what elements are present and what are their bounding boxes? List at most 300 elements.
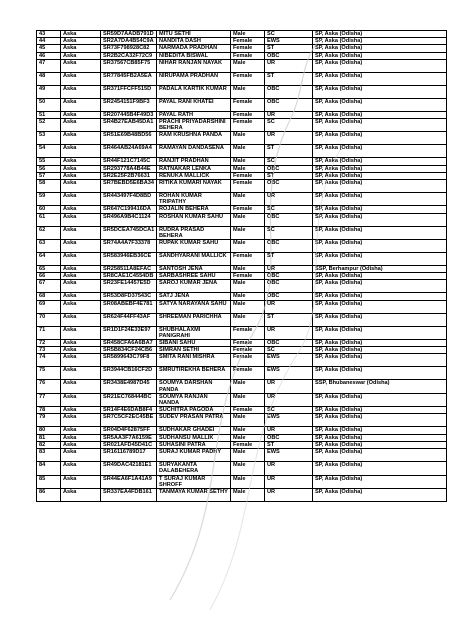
gender-cell: Male [231, 85, 265, 98]
table-row [37, 31, 447, 38]
registration-cell: SR53D8FD37543C [101, 293, 157, 300]
registration-cell: SR49DAC42181E1 [101, 462, 157, 475]
block-cell: Aska [61, 240, 101, 253]
name-cell: NANDITA DASH [157, 38, 231, 45]
sl-cell: 51 [37, 111, 61, 118]
table-row [37, 213, 447, 226]
registration-cell: SR496A9B4C1124 [101, 213, 157, 226]
sl-cell: 46 [37, 52, 61, 59]
post-cell: SP, Aska (Odisha) [313, 240, 447, 253]
gender-cell: Female [231, 45, 265, 52]
name-cell: NIBEDITA BISWAL [157, 52, 231, 59]
gender-cell: Male [231, 449, 265, 462]
registration-cell: SR021AFD45D41C [101, 441, 157, 448]
table-row [37, 462, 447, 475]
table-row [37, 180, 447, 193]
category-cell: UR [265, 111, 313, 118]
table-row [37, 427, 447, 434]
post-cell: SP, Aska (Odisha) [313, 193, 447, 206]
sl-cell: 65 [37, 266, 61, 273]
gender-cell: Female [231, 72, 265, 85]
name-cell: RUPAK KUMAR SAHU [157, 240, 231, 253]
name-cell: SIBANI SAHU [157, 340, 231, 347]
registration-cell: SR73F798928C82 [101, 45, 157, 52]
post-cell: SP, Aska (Odisha) [313, 488, 447, 501]
sl-cell: 68 [37, 293, 61, 300]
name-cell: SAROJ KUMAR JENA [157, 280, 231, 293]
name-cell: SMITA RANI MISHRA [157, 354, 231, 367]
sl-cell: 49 [37, 85, 61, 98]
registration-cell: SR443497F4D8BD [101, 193, 157, 206]
name-cell: NARMADA PRADHAN [157, 45, 231, 52]
block-cell: Aska [61, 475, 101, 488]
category-cell: UR [265, 326, 313, 339]
sl-cell: 44 [37, 38, 61, 45]
name-cell: SHREEMAN PARICHHA [157, 313, 231, 326]
gender-cell: Male [231, 300, 265, 313]
post-cell: SP, Aska (Odisha) [313, 132, 447, 145]
post-cell: SSP, Berhampur (Odisha) [313, 266, 447, 273]
post-cell: SP, Aska (Odisha) [313, 326, 447, 339]
block-cell: Aska [61, 226, 101, 239]
gender-cell: Female [231, 119, 265, 132]
post-cell: SP, Aska (Odisha) [313, 85, 447, 98]
table-row [37, 380, 447, 393]
gender-cell: Female [231, 111, 265, 118]
category-cell: ST [265, 253, 313, 266]
gender-cell: Female [231, 38, 265, 45]
category-cell: OBC [265, 98, 313, 111]
registration-cell: SR371FFCFF515D [101, 85, 157, 98]
sl-cell: 61 [37, 213, 61, 226]
category-cell: UR [265, 393, 313, 406]
gender-cell: Female [231, 326, 265, 339]
table-row [37, 340, 447, 347]
sl-cell: 80 [37, 427, 61, 434]
post-cell: SP, Aska (Odisha) [313, 434, 447, 441]
category-cell: EWS [265, 38, 313, 45]
category-cell: EWS [265, 449, 313, 462]
table-row [37, 347, 447, 354]
category-cell: UR [265, 266, 313, 273]
post-cell: SP, Aska (Odisha) [313, 72, 447, 85]
table-row [37, 441, 447, 448]
post-cell: SP, Aska (Odisha) [313, 111, 447, 118]
post-cell: SP, Aska (Odisha) [313, 172, 447, 179]
name-cell: RAMAYAN DANDASENA [157, 145, 231, 158]
registration-cell: SR5AA3F7A6159E [101, 434, 157, 441]
sl-cell: 54 [37, 145, 61, 158]
sl-cell: 52 [37, 119, 61, 132]
gender-cell: Male [231, 393, 265, 406]
block-cell: Aska [61, 449, 101, 462]
sl-cell: 57 [37, 172, 61, 179]
block-cell: Aska [61, 340, 101, 347]
category-cell: SC [265, 158, 313, 165]
table-row [37, 300, 447, 313]
sl-cell: 47 [37, 59, 61, 72]
table-row [37, 273, 447, 280]
sl-cell: 66 [37, 273, 61, 280]
table-row [37, 38, 447, 45]
category-cell: UR [265, 462, 313, 475]
results-sheet [36, 30, 446, 502]
category-cell: SC [265, 119, 313, 132]
sl-cell: 78 [37, 407, 61, 414]
sl-cell: 83 [37, 449, 61, 462]
gender-cell: Female [231, 206, 265, 213]
block-cell: Aska [61, 293, 101, 300]
category-cell: EWS [265, 367, 313, 380]
category-cell: SC [265, 347, 313, 354]
sl-cell: 70 [37, 313, 61, 326]
block-cell: Aska [61, 206, 101, 213]
name-cell: SATJ JENA [157, 293, 231, 300]
gender-cell: Male [231, 293, 265, 300]
block-cell: Aska [61, 193, 101, 206]
sl-cell: 74 [37, 354, 61, 367]
registration-cell: SR207445B4F49D3 [101, 111, 157, 118]
gender-cell: Female [231, 253, 265, 266]
post-cell: SP, Aska (Odisha) [313, 449, 447, 462]
table-row [37, 145, 447, 158]
table-row [37, 253, 447, 266]
block-cell: Aska [61, 273, 101, 280]
table-row [37, 226, 447, 239]
category-cell: OBC [265, 273, 313, 280]
sl-cell: 56 [37, 165, 61, 172]
registration-cell: SR04D4F62875FF [101, 427, 157, 434]
registration-cell: SR464AB24A69A4 [101, 145, 157, 158]
candidate-table [36, 30, 447, 502]
name-cell: SANDHYARANI MALLICK [157, 253, 231, 266]
table-row [37, 172, 447, 179]
registration-cell: SR258511A8EFAC [101, 266, 157, 273]
category-cell: EWS [265, 414, 313, 427]
category-cell: SC [265, 226, 313, 239]
block-cell: Aska [61, 213, 101, 226]
post-cell: SP, Aska (Odisha) [313, 414, 447, 427]
sl-cell: 79 [37, 414, 61, 427]
sl-cell: 50 [37, 98, 61, 111]
gender-cell: Female [231, 98, 265, 111]
post-cell: SP, Aska (Odisha) [313, 407, 447, 414]
gender-cell: Male [231, 240, 265, 253]
name-cell: ROSHAN KUMAR SAHU [157, 213, 231, 226]
block-cell: Aska [61, 266, 101, 273]
registration-cell: SR5DCEA745DCA1 [101, 226, 157, 239]
category-cell: UR [265, 380, 313, 393]
gender-cell: Male [231, 427, 265, 434]
name-cell: NIHAR RANJAN NAYAK [157, 59, 231, 72]
block-cell: Aska [61, 158, 101, 165]
table-row [37, 449, 447, 462]
sl-cell: 76 [37, 380, 61, 393]
block-cell: Aska [61, 98, 101, 111]
post-cell: SP, Aska (Odisha) [313, 226, 447, 239]
name-cell: SOUMYA DARSHAN PANDA [157, 380, 231, 393]
registration-cell: SR7C5CF2EC45BE [101, 414, 157, 427]
table-row [37, 119, 447, 132]
category-cell: OBC [265, 180, 313, 193]
post-cell: SP, Aska (Odisha) [313, 354, 447, 367]
name-cell: SUDHAKAR GHADEI [157, 427, 231, 434]
sl-cell: 43 [37, 31, 61, 38]
name-cell: RANJIT PRADHAN [157, 158, 231, 165]
registration-cell: SR2454151F9BF3 [101, 98, 157, 111]
block-cell: Aska [61, 72, 101, 85]
table-row [37, 280, 447, 293]
block-cell: Aska [61, 253, 101, 266]
post-cell: SP, Aska (Odisha) [313, 206, 447, 213]
block-cell: Aska [61, 427, 101, 434]
registration-cell: SR5B834CF24CB6 [101, 347, 157, 354]
category-cell: SC [265, 206, 313, 213]
name-cell: SOUMYA RANJAN NANDA [157, 393, 231, 406]
sl-cell: 55 [37, 158, 61, 165]
block-cell: Aska [61, 441, 101, 448]
gender-cell: Male [231, 475, 265, 488]
gender-cell: Male [231, 434, 265, 441]
post-cell: SP, Aska (Odisha) [313, 441, 447, 448]
name-cell: RUDRA PRASAD BEHERA [157, 226, 231, 239]
post-cell: SP, Aska (Odisha) [313, 300, 447, 313]
category-cell: OBC [265, 340, 313, 347]
gender-cell: Female [231, 180, 265, 193]
gender-cell: Male [231, 193, 265, 206]
category-cell: UR [265, 193, 313, 206]
table-row [37, 266, 447, 273]
name-cell: PAYAL RATH [157, 111, 231, 118]
registration-cell: SR51E69B48BD56 [101, 132, 157, 145]
sl-cell: 85 [37, 475, 61, 488]
sl-cell: 75 [37, 367, 61, 380]
category-cell: UR [265, 59, 313, 72]
block-cell: Aska [61, 38, 101, 45]
category-cell: SC [265, 31, 313, 38]
candidate-rows [37, 31, 447, 502]
gender-cell: Female [231, 340, 265, 347]
name-cell: PRACHI PRIYADARSHINI BEHERA [157, 119, 231, 132]
name-cell: RATNAKAR LENKA [157, 165, 231, 172]
name-cell: PADALA KARTIK KUMAR [157, 85, 231, 98]
post-cell: SP, Aska (Odisha) [313, 253, 447, 266]
category-cell: OBC [265, 52, 313, 59]
gender-cell: Male [231, 213, 265, 226]
gender-cell: Male [231, 31, 265, 38]
post-cell: SP, Aska (Odisha) [313, 165, 447, 172]
block-cell: Aska [61, 145, 101, 158]
name-cell: SUHASINI PATRA [157, 441, 231, 448]
table-row [37, 132, 447, 145]
gender-cell: Male [231, 488, 265, 501]
block-cell: Aska [61, 300, 101, 313]
registration-cell: SR624F44FF43AF [101, 313, 157, 326]
category-cell: EWS [265, 354, 313, 367]
block-cell: Aska [61, 180, 101, 193]
sl-cell: 59 [37, 193, 61, 206]
table-row [37, 407, 447, 414]
post-cell: SP, Aska (Odisha) [313, 158, 447, 165]
category-cell: ST [265, 172, 313, 179]
gender-cell: Female [231, 354, 265, 367]
category-cell: ST [265, 145, 313, 158]
registration-cell: SR2B2CA32F72C9 [101, 52, 157, 59]
name-cell: SARBASHREE SAHU [157, 273, 231, 280]
registration-cell: SR3944CB16CF2D [101, 367, 157, 380]
table-row [37, 111, 447, 118]
registration-cell: SR23FE14457E5D [101, 280, 157, 293]
gender-cell: Female [231, 172, 265, 179]
sl-cell: 86 [37, 488, 61, 501]
block-cell: Aska [61, 462, 101, 475]
category-cell: UR [265, 132, 313, 145]
sl-cell: 82 [37, 441, 61, 448]
table-row [37, 72, 447, 85]
category-cell: OBC [265, 213, 313, 226]
table-row [37, 165, 447, 172]
sl-cell: 63 [37, 240, 61, 253]
block-cell: Aska [61, 354, 101, 367]
name-cell: SURAJ KUMAR PADHY [157, 449, 231, 462]
gender-cell: Male [231, 380, 265, 393]
block-cell: Aska [61, 31, 101, 38]
gender-cell: Female [231, 273, 265, 280]
registration-cell: SR1D1F24E33E97 [101, 326, 157, 339]
gender-cell: Male [231, 145, 265, 158]
registration-cell: SR337EA4FDB161 [101, 488, 157, 501]
post-cell: SP, Aska (Odisha) [313, 52, 447, 59]
sl-cell: 69 [37, 300, 61, 313]
table-row [37, 158, 447, 165]
name-cell: SMRUTIREKHA BEHERA [157, 367, 231, 380]
gender-cell: Male [231, 226, 265, 239]
name-cell: SURYAKANTA DALABEHERA [157, 462, 231, 475]
block-cell: Aska [61, 326, 101, 339]
name-cell: SATYA NARAYANA SAHU [157, 300, 231, 313]
registration-cell: SR14F4E6DAB8F4 [101, 407, 157, 414]
gender-cell: Male [231, 280, 265, 293]
name-cell: RAM KRUSHNA PANDA [157, 132, 231, 145]
post-cell: SP, Aska (Odisha) [313, 98, 447, 111]
name-cell: RITIKA KUMARI NAYAK [157, 180, 231, 193]
registration-cell: SR77845FB2A5EA [101, 72, 157, 85]
post-cell: SP, Aska (Odisha) [313, 427, 447, 434]
name-cell: SUDEV PRASAN PATRA [157, 414, 231, 427]
registration-cell: SR293778A4B44E [101, 165, 157, 172]
table-row [37, 313, 447, 326]
sl-cell: 71 [37, 326, 61, 339]
gender-cell: Male [231, 313, 265, 326]
sl-cell: 60 [37, 206, 61, 213]
block-cell: Aska [61, 488, 101, 501]
post-cell: SP, Aska (Odisha) [313, 38, 447, 45]
sl-cell: 48 [37, 72, 61, 85]
table-row [37, 367, 447, 380]
sl-cell: 77 [37, 393, 61, 406]
gender-cell: Male [231, 59, 265, 72]
table-row [37, 488, 447, 501]
registration-cell: SR647C199416DA [101, 206, 157, 213]
block-cell: Aska [61, 380, 101, 393]
table-row [37, 45, 447, 52]
post-cell: SSP, Bhubaneswar (Odisha) [313, 380, 447, 393]
name-cell: SUCHITRA PAGODA [157, 407, 231, 414]
post-cell: SP, Aska (Odisha) [313, 59, 447, 72]
table-row [37, 52, 447, 59]
registration-cell: SR5899643C79F8 [101, 354, 157, 367]
name-cell: RENUKA MALLICK [157, 172, 231, 179]
registration-cell: SR4B27EAB45DA1 [101, 119, 157, 132]
gender-cell: Male [231, 266, 265, 273]
block-cell: Aska [61, 111, 101, 118]
gender-cell: Female [231, 347, 265, 354]
gender-cell: Female [231, 367, 265, 380]
gender-cell: Female [231, 407, 265, 414]
registration-cell: SR2A7DA4B54C9A [101, 38, 157, 45]
table-row [37, 240, 447, 253]
block-cell: Aska [61, 347, 101, 354]
category-cell: UR [265, 475, 313, 488]
category-cell: OBC [265, 165, 313, 172]
registration-cell: SR21EC768444BC [101, 393, 157, 406]
block-cell: Aska [61, 165, 101, 172]
name-cell: SIMRAN SETHI [157, 347, 231, 354]
name-cell: SUDHANSU MALLIK [157, 434, 231, 441]
category-cell: UR [265, 427, 313, 434]
gender-cell: Male [231, 462, 265, 475]
registration-cell: SR7BEBD5E6BA34 [101, 180, 157, 193]
category-cell: ST [265, 441, 313, 448]
block-cell: Aska [61, 85, 101, 98]
block-cell: Aska [61, 367, 101, 380]
category-cell: UR [265, 300, 313, 313]
post-cell: SP, Aska (Odisha) [313, 475, 447, 488]
gender-cell: Male [231, 132, 265, 145]
table-row [37, 354, 447, 367]
block-cell: Aska [61, 45, 101, 52]
sl-cell: 45 [37, 45, 61, 52]
sl-cell: 73 [37, 347, 61, 354]
post-cell: SP, Aska (Odisha) [313, 347, 447, 354]
post-cell: SP, Aska (Odisha) [313, 280, 447, 293]
name-cell: SHUBHALAXMI PANIGRAHI [157, 326, 231, 339]
name-cell: ROJALIN BEHERA [157, 206, 231, 213]
post-cell: SP, Aska (Odisha) [313, 180, 447, 193]
post-cell: SP, Aska (Odisha) [313, 119, 447, 132]
sl-cell: 64 [37, 253, 61, 266]
table-row [37, 475, 447, 488]
post-cell: SP, Aska (Odisha) [313, 313, 447, 326]
block-cell: Aska [61, 393, 101, 406]
name-cell: TANMAYA KUMAR SETHY [157, 488, 231, 501]
table-row [37, 206, 447, 213]
table-row [37, 193, 447, 206]
table-row [37, 85, 447, 98]
gender-cell: Male [231, 414, 265, 427]
category-cell: ST [265, 313, 313, 326]
block-cell: Aska [61, 313, 101, 326]
registration-cell: SR8CAE1C4554DB [101, 273, 157, 280]
category-cell: OBC [265, 434, 313, 441]
gender-cell: Female [231, 52, 265, 59]
block-cell: Aska [61, 434, 101, 441]
gender-cell: Male [231, 165, 265, 172]
post-cell: SP, Aska (Odisha) [313, 31, 447, 38]
registration-cell: SR37567CB85F75 [101, 59, 157, 72]
gender-cell: Male [231, 158, 265, 165]
post-cell: SP, Aska (Odisha) [313, 213, 447, 226]
